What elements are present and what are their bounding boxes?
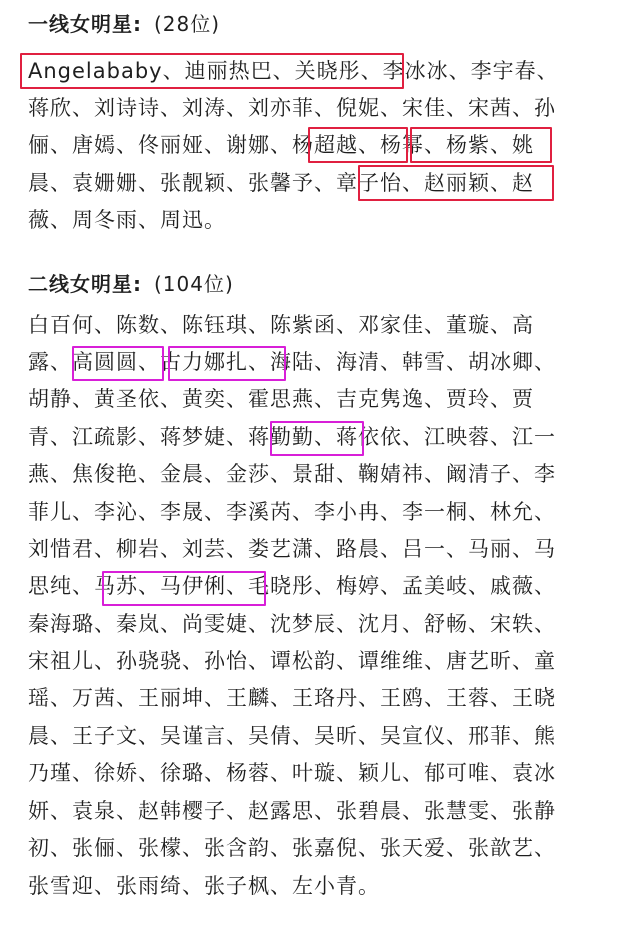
text-line: 乃瑾、徐娇、徐璐、杨蓉、叶璇、颖儿、郁可唯、袁冰: [28, 761, 556, 785]
text-line: 青、江疏影、蒋梦婕、蒋勤勤、蒋依依、江映蓉、江一: [28, 425, 556, 449]
section-heading-tier2: [28, 268, 234, 297]
section-count: (104位): [154, 272, 234, 296]
text-line: 露、高圆圆、古力娜扎、海陆、海清、韩雪、胡冰卿、: [28, 350, 556, 374]
text-line: 宋祖儿、孙骁骁、孙怡、谭松韵、谭维维、唐艺昕、童: [28, 649, 556, 673]
text-line: 张雪迎、张雨绮、张子枫、左小青。: [28, 874, 380, 898]
text-line: Angelababy、迪丽热巴、关晓彤、李冰冰、李宇春、: [28, 59, 559, 83]
text-line: 妍、袁泉、赵韩樱子、赵露思、张碧晨、张慧雯、张静: [28, 799, 556, 823]
text-line: 晨、王子文、吴谨言、吴倩、吴昕、吴宣仪、邢菲、熊: [28, 724, 556, 748]
text-line: 思纯、马苏、马伊俐、毛晓彤、梅婷、孟美岐、戚薇、: [28, 574, 556, 598]
text-line: 薇、周冬雨、周迅。: [28, 208, 226, 232]
text-line: 胡静、黄圣依、黄奕、霍思燕、吉克隽逸、贾玲、贾: [28, 387, 534, 411]
text-line: 俪、唐嫣、佟丽娅、谢娜、杨超越、杨幂、杨紫、姚: [28, 133, 534, 157]
section-title: 二线女明星:: [28, 272, 142, 296]
section-count: (28位): [154, 12, 221, 36]
text-line: 白百何、陈数、陈钰琪、陈紫函、邓家佳、董璇、高: [28, 313, 534, 337]
text-line: 蒋欣、刘诗诗、刘涛、刘亦菲、倪妮、宋佳、宋茜、孙: [28, 96, 556, 120]
text-line: 瑶、万茜、王丽坤、王麟、王珞丹、王鸥、王蓉、王晓: [28, 686, 556, 710]
text-line: 晨、袁姗姗、张靓颖、张馨予、章子怡、赵丽颖、赵: [28, 171, 534, 195]
section-title: 一线女明星:: [28, 12, 142, 36]
section-heading-tier1: [28, 8, 220, 37]
text-line: 刘惜君、柳岩、刘芸、娄艺潇、路晨、吕一、马丽、马: [28, 537, 556, 561]
text-line: 燕、焦俊艳、金晨、金莎、景甜、鞠婧祎、阚清子、李: [28, 462, 556, 486]
text-line: 初、张俪、张檬、张含韵、张嘉倪、张天爱、张歆艺、: [28, 836, 556, 860]
text-line: 菲儿、李沁、李晟、李溪芮、李小冉、李一桐、林允、: [28, 500, 556, 524]
text-line: 秦海璐、秦岚、尚雯婕、沈梦辰、沈月、舒畅、宋轶、: [28, 612, 556, 636]
